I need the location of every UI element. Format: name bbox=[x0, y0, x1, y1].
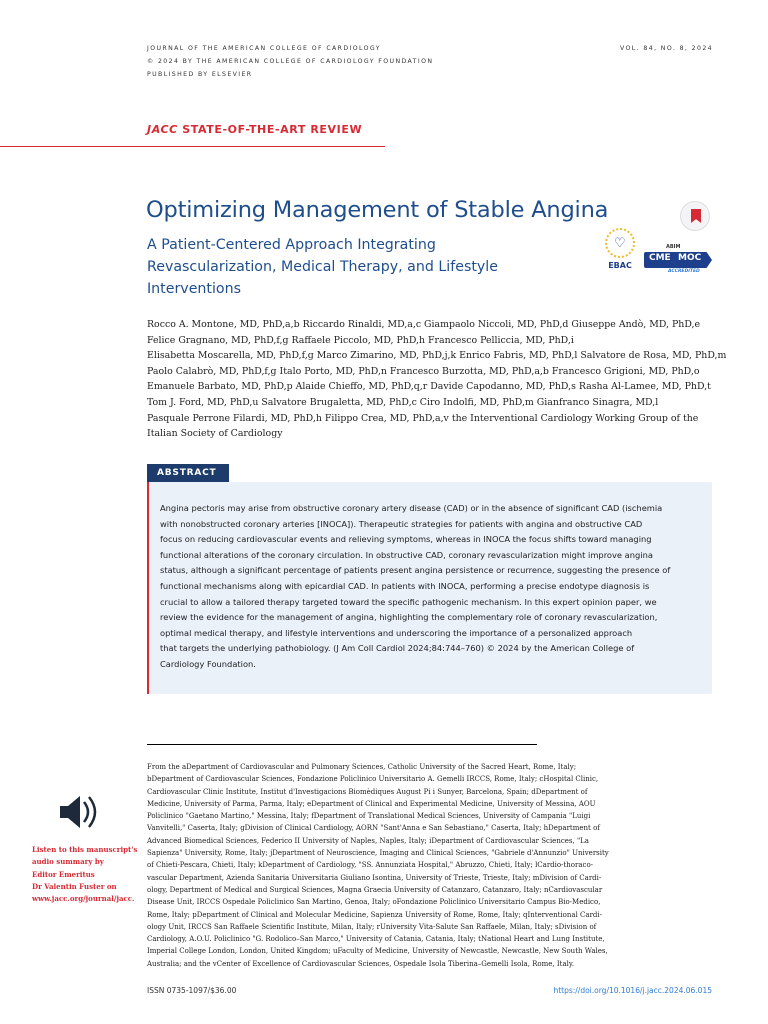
article-subtitle: A Patient-Centered Approach Integrating Revascularization, Medical Therapy, and Lifestyle Interventions bbox=[147, 237, 498, 297]
author-line: Pasquale Perrone Filardi, MD, PhD,h Filippo Crea, MD, PhD,a,v the Interventional Cardiology Working Group of the bbox=[147, 412, 699, 424]
affiliation-line: Vanvitelli," Caserta, Italy; gDivision of Clinical Cardiology, AORN "Sant'Anna e San Sebastiano," Caserta, Italy; hDepartment of bbox=[147, 824, 600, 833]
abstract-line: crucial to allow a tailored therapy targeted toward the specific pathogenic mechanism. In this expert opinion paper, we bbox=[160, 596, 657, 607]
cme-moc-badge bbox=[644, 244, 712, 274]
affiliation-line: Rome, Italy; pDepartment of Clinical and Molecular Medicine, Sapienza University of Rome, Rome, Italy; qInterventional Cardi- bbox=[147, 910, 603, 919]
audio-note-line: www.jacc.org/journal/jacc. bbox=[32, 894, 135, 904]
audio-note-line: Editor Emeritus bbox=[32, 869, 95, 879]
abstract-line: that targets the underlying pathobiology. (J Am Coll Cardiol 2024;84:744–760) © 2024 by the American College of bbox=[160, 643, 635, 654]
affiliation-line: Disease Unit, IRCCS Ospedale Policlinico San Martino, Genoa, Italy; oFondazione Policlinico Universitario Campus Bio-Medico, bbox=[147, 898, 601, 907]
heart-icon: ♡ bbox=[614, 236, 626, 251]
abstract-line: Cardiology Foundation. bbox=[160, 658, 256, 669]
affiliations bbox=[147, 761, 717, 970]
author-line: Italian Society of Cardiology bbox=[147, 428, 283, 440]
author-line: Emanuele Barbato, MD, PhD,p Alaide Chieffo, MD, PhD,q,r Davide Capodanno, MD, PhD,s Rasha Al-Lamee, MD, PhD,t bbox=[147, 381, 711, 393]
affiliation-line: bDepartment of Cardiovascular Sciences, Fondazione Policlinico Universitario A. Gemelli IRCCS, Rome, Italy; cHospital Clinic, bbox=[147, 775, 599, 784]
abstract-line: functional mechanisms along with epicardial CAD. In patients with INOCA, performing a precise endotype diagnosis is bbox=[160, 580, 650, 591]
affiliation-line: Advanced Biomedical Sciences, Federico II University of Naples, Naples, Italy; iDepartment of Cardiovascular Sciences, "La bbox=[147, 836, 589, 845]
ebac-badge bbox=[600, 228, 640, 272]
author-line: Tom J. Ford, MD, PhD,u Salvatore Brugaletta, MD, PhD,c Ciro Indolfi, MD, PhD,m Gianfranco Sinagra, MD,l bbox=[147, 396, 659, 408]
copyright-line: © 2024 BY THE AMERICAN COLLEGE OF CARDIOLOGY FOUNDATION bbox=[147, 58, 434, 65]
section-divider bbox=[0, 146, 385, 147]
affiliation-line: ology, Department of Medical and Surgical Sciences, Magna Graecia University of Catanzaro, Catanzaro, Italy; nCardiovascular bbox=[147, 885, 603, 894]
affiliation-line: of Chieti-Pescara, Chieti, Italy; kDepartment of Cardiology, "SS. Annunziata Hospital," Abruzzo, Chieti, Italy; lCardio-thoraco- bbox=[147, 861, 594, 870]
section-type: STATE-OF-THE-ART REVIEW bbox=[182, 123, 363, 136]
abim-label: ABIM bbox=[666, 244, 681, 250]
audio-speaker-icon[interactable] bbox=[56, 790, 104, 834]
bookmark-icon bbox=[691, 209, 701, 223]
moc-label: MOC bbox=[678, 253, 702, 263]
doi-link[interactable]: https://doi.org/10.1016/j.jacc.2024.06.015 bbox=[553, 986, 712, 995]
affiliation-line: Sapienza" University, Rome, Italy; jDepartment of Neuroscience, Imaging and Clinical Sciences, "Gabriele d'Annunzio" University bbox=[147, 849, 609, 858]
audio-summary-link[interactable] bbox=[32, 844, 142, 905]
abstract-text bbox=[160, 501, 705, 673]
ebac-label: EBAC bbox=[608, 261, 632, 270]
affiliation-line: Cardiovascular Clinic Institute, Institut d'Investigacions Biomèdiques August Pi i Sunyer, Barcelona, Spain; dDepartment of bbox=[147, 787, 588, 796]
section-jacc: JACC bbox=[147, 123, 178, 136]
volume-issue: VOL. 84, NO. 8, 2024 bbox=[620, 45, 713, 52]
abstract-tag: ABSTRACT bbox=[147, 464, 229, 482]
issn: ISSN 0735-1097/$36.00 bbox=[147, 986, 237, 995]
abstract-line: optimal medical therapy, and lifestyle interventions and underscoring the importance of a personalized approach bbox=[160, 627, 633, 638]
affiliation-line: Policlinico "Gaetano Martino," Messina, Italy; fDepartment of Translational Medical Sciences, University of Campania "Luigi bbox=[147, 812, 591, 821]
abstract-line: status, although a significant percentage of patients present angina persistence or recurrence, suggesting the presence of bbox=[160, 565, 671, 576]
author-line: Elisabetta Moscarella, MD, PhD,f,g Marco Zimarino, MD, PhD,j,k Enrico Fabris, MD, PhD,l Salvatore de Rosa, MD, PhD,m bbox=[147, 350, 727, 362]
journal-name: JOURNAL OF THE AMERICAN COLLEGE OF CARDIOLOGY bbox=[147, 45, 381, 52]
audio-note-line: audio summary by bbox=[32, 857, 104, 867]
article-title: Optimizing Management of Stable Angina bbox=[146, 197, 609, 223]
publisher-line: PUBLISHED BY ELSEVIER bbox=[147, 71, 253, 78]
abstract-line: Angina pectoris may arise from obstructive coronary artery disease (CAD) or in the absence of significant CAD (ischemia bbox=[160, 503, 663, 513]
affiliation-line: Imperial College London, London, United Kingdom; uFaculty of Medicine, University of Newcastle, Newcastle, New South Wales, bbox=[147, 947, 608, 956]
author-line: Rocco A. Montone, MD, PhD,a,b Riccardo Rinaldi, MD,a,c Giampaolo Niccoli, MD, PhD,d Giuseppe Andò, MD, PhD,e bbox=[147, 319, 701, 330]
author-line: Felice Gragnano, MD, PhD,f,g Raffaele Piccolo, MD, PhD,h Francesco Pelliccia, MD, PhD,i bbox=[147, 334, 574, 346]
abstract-line: with nonobstructed coronary arteries [INOCA]). Therapeutic strategies for patients with angina and obstructive CAD bbox=[160, 518, 643, 529]
affiliation-line: From the aDepartment of Cardiovascular and Pulmonary Sciences, Catholic University of the Sacred Heart, Rome, Italy; bbox=[147, 763, 577, 771]
affiliation-line: Australia; and the vCenter of Excellence of Cardiovascular Sciences, Ospedale Isola Tiberina–Gemelli Isola, Rome, Italy. bbox=[147, 959, 575, 968]
accredited-label: ACCREDITED bbox=[668, 269, 700, 274]
author-list bbox=[147, 317, 727, 442]
footnote-divider bbox=[147, 744, 537, 745]
author-line: Paolo Calabrò, MD, PhD,f,g Italo Porto, MD, PhD,n Francesco Burzotta, MD, PhD,a,b Francesco Grigioni, MD, PhD,o bbox=[147, 365, 700, 377]
audio-note-line: Dr Valentin Fuster on bbox=[32, 881, 117, 891]
section-label bbox=[147, 123, 362, 136]
abstract-line: focus on reducing cardiovascular events and relieving symptoms, whereas in INOCA the focus shifts toward managing bbox=[160, 534, 652, 545]
abstract-line: functional alterations of the coronary circulation. In obstructive CAD, coronary revascularization might improve angina bbox=[160, 549, 653, 560]
affiliation-line: vascular Department, Azienda Sanitaria Universitaria Giuliano Isontina, University of Trieste, Trieste, Italy; mDivision of Cardi- bbox=[147, 873, 602, 882]
abstract-line: review the evidence for the management of angina, highlighting the complementary role of coronary revascularization, bbox=[160, 612, 658, 623]
affiliation-line: ology Unit, IRCCS San Raffaele Scientific Institute, Milan, Italy; rUniversity Vita-Salute San Raffaele, Milan, Italy; sDivision of bbox=[147, 922, 597, 931]
cme-label: CME bbox=[649, 253, 671, 263]
bookmark-button[interactable] bbox=[680, 201, 710, 231]
audio-note-line: Listen to this manuscript's bbox=[32, 845, 138, 854]
affiliation-line: Cardiology, A.O.U. Policlinico "G. Rodolico–San Marco," University of Catania, Catania, Italy; tNational Heart and Lung Institute, bbox=[147, 935, 605, 944]
affiliation-line: Medicine, University of Parma, Parma, Italy; eDepartment of Clinical and Experimental Medicine, University of Messina, AOU bbox=[147, 799, 596, 808]
